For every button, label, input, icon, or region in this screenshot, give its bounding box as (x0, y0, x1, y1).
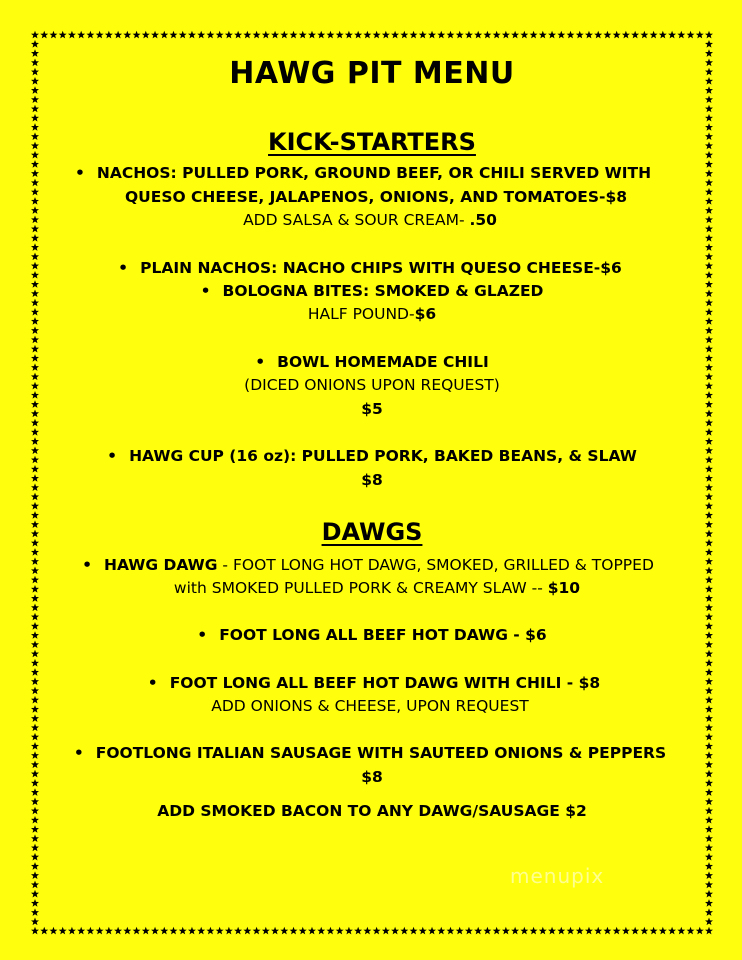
menu-item-nachos: • NACHOS: PULLED PORK, GROUND BEEF, OR CHILI SERVED WITH (22, 164, 704, 182)
menu-item-chili-note: (DICED ONIONS UPON REQUEST) (244, 376, 500, 394)
menu-item-italian-sausage-price: $8 (361, 768, 383, 786)
menu-item-footlong: • FOOT LONG ALL BEEF HOT DAWG - $6 (40, 626, 704, 644)
menu-item-italian-sausage: • FOOTLONG ITALIAN SAUSAGE WITH SAUTEED ONIONS & PEPPERS (36, 744, 704, 762)
menu-item-bologna-size: HALF POUND-$6 (307, 305, 437, 323)
menu-item-chili-price: $5 (361, 400, 383, 418)
section-heading-dawgs: DAWGS (321, 518, 423, 546)
menu-note-bacon: ADD SMOKED BACON TO ANY DAWG/SAUSAGE $2 (157, 802, 587, 820)
menu-item-nachos-line2: QUESO CHEESE, JALAPENOS, ONIONS, AND TOMATOES-$8 (124, 188, 628, 206)
page-title: HAWG PIT MENU (229, 56, 515, 91)
menu-item-plain-nachos: • PLAIN NACHOS: NACHO CHIPS WITH QUESO CHEESE-$6 (36, 259, 704, 277)
menu-item-bologna-bites: • BOLOGNA BITES: SMOKED & GLAZED (40, 282, 704, 300)
menu-item-hawg-dawg-line2: with SMOKED PULLED PORK & CREAMY SLAW -- $10 (173, 579, 581, 597)
menu-item-hawg-cup-price: $8 (361, 471, 383, 489)
menu-item-footlong-chili: • FOOT LONG ALL BEEF HOT DAWG WITH CHILI - $8 (44, 674, 704, 692)
menu-item-footlong-chili-note: ADD ONIONS & CHEESE, UPON REQUEST (211, 697, 529, 715)
menu-page (40, 40, 704, 920)
watermark: menupix (510, 864, 605, 888)
menu-item-hawg-dawg: • HAWG DAWG - FOOT LONG HOT DAWG, SMOKED, GRILLED & TOPPED (32, 556, 704, 574)
menu-item-chili: • BOWL HOMEMADE CHILI (40, 353, 704, 371)
section-heading-kickstarters: KICK-STARTERS (268, 128, 476, 156)
menu-item-nachos-addon: ADD SALSA & SOUR CREAM- .50 (243, 211, 497, 229)
menu-item-hawg-cup: • HAWG CUP (16 oz): PULLED PORK, BAKED BEANS, & SLAW (40, 447, 704, 465)
